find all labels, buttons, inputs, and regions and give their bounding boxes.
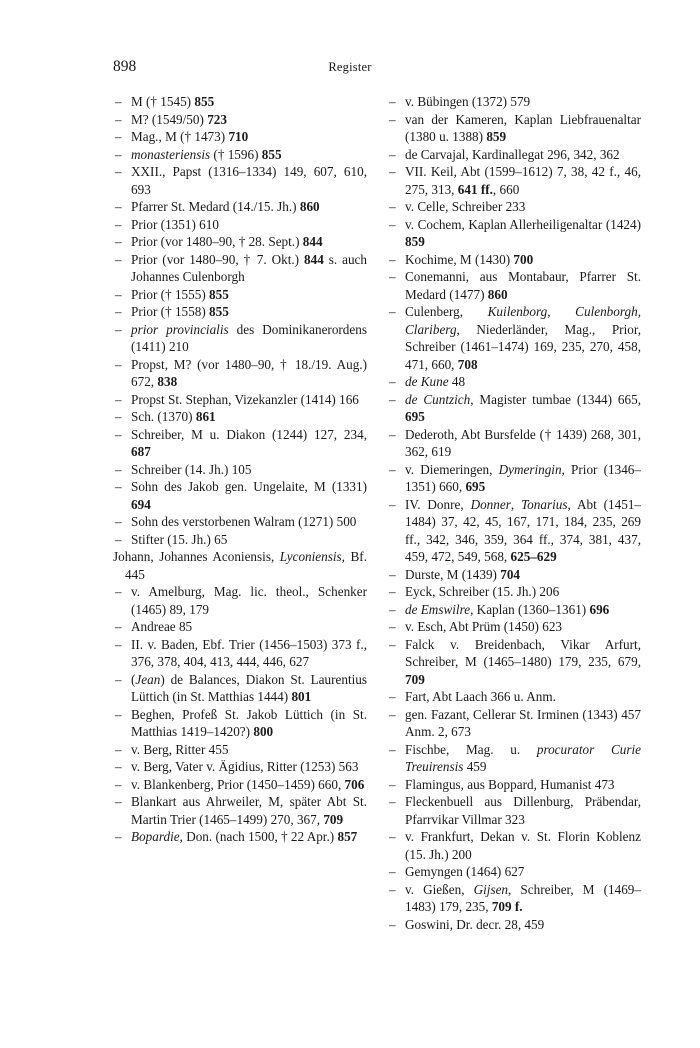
index-entry: – Propst St. Stephan, Vizekanzler (1414) 166 (113, 391, 367, 409)
index-entry: – Eyck, Schreiber (15. Jh.) 206 (387, 583, 641, 601)
index-entry: – Kochime, M (1430) 700 (387, 251, 641, 269)
index-entry: – v. Frankfurt, Dekan v. St. Florin Koblenz (15. Jh.) 200 (387, 828, 641, 863)
running-title: Register (328, 60, 372, 74)
index-entry: – gen. Fazant, Cellerar St. Irminen (1343) 457 Anm. 2, 673 (387, 706, 641, 741)
index-entry: – v. Celle, Schreiber 233 (387, 198, 641, 216)
index-entry: – Stifter (15. Jh.) 65 (113, 531, 367, 549)
index-headword-entry: Johann, Johannes Aconiensis, Lyconiensis, Bf. 445 (113, 549, 367, 582)
index-entry: – Durste, M (1439) 704 (387, 566, 641, 584)
index-entry: – Prior († 1558) 855 (113, 303, 367, 321)
index-entry: – Bopardie, Don. (nach 1500, † 22 Apr.) 857 (113, 828, 367, 846)
index-entry: – v. Amelburg, Mag. lic. theol., Schenker (1465) 89, 179 (113, 583, 367, 618)
index-entry: – Sohn des verstorbenen Walram (1271) 500 (113, 513, 367, 531)
index-entry: – v. Berg, Vater v. Ägidius, Ritter (1253) 563 (113, 758, 367, 776)
index-entry: – VII. Keil, Abt (1599–1612) 7, 38, 42 f., 46, 275, 313, 641 ff., 660 (387, 163, 641, 198)
index-entry: – v. Gießen, Gijsen, Schreiber, M (1469–1483) 179, 235, 709 f. (387, 881, 641, 916)
index-column-left (113, 93, 367, 846)
index-entry: – Prior (1351) 610 (113, 216, 367, 234)
index-entry: – de Carvajal, Kardinallegat 296, 342, 362 (387, 146, 641, 164)
index-entry: – de Kune 48 (387, 373, 641, 391)
index-entry: – Prior († 1555) 855 (113, 286, 367, 304)
index-entry: – Goswini, Dr. decr. 28, 459 (387, 916, 641, 934)
index-entry: – v. Diemeringen, Dymeringin, Prior (1346–1351) 660, 695 (387, 461, 641, 496)
index-entry: – II. v. Baden, Ebf. Trier (1456–1503) 373 f., 376, 378, 404, 413, 444, 446, 627 (113, 636, 367, 671)
index-entry: – Fischbe, Mag. u. procurator Curie Treuirensis 459 (387, 741, 641, 776)
index-entry: – prior provincialis des Dominikanerordens (1411) 210 (113, 321, 367, 356)
index-entry: – (Jean) de Balances, Diakon St. Laurentius Lüttich (in St. Matthias 1444) 801 (113, 671, 367, 706)
index-entry: – Prior (vor 1480–90, † 28. Sept.) 844 (113, 233, 367, 251)
index-entry: – Dederoth, Abt Bursfelde († 1439) 268, 301, 362, 619 (387, 426, 641, 461)
index-entry: – Flamingus, aus Boppard, Humanist 473 (387, 776, 641, 794)
index-column-right (387, 93, 641, 933)
index-entry: – M († 1545) 855 (113, 93, 367, 111)
index-entry: – Fart, Abt Laach 366 u. Anm. (387, 688, 641, 706)
index-entry: – Gemyngen (1464) 627 (387, 863, 641, 881)
index-entry: – Propst, M? (vor 1480–90, † 18./19. Aug.) 672, 838 (113, 356, 367, 391)
index-entry: – Schreiber (14. Jh.) 105 (113, 461, 367, 479)
index-entry: – Schreiber, M u. Diakon (1244) 127, 234, 687 (113, 426, 367, 461)
index-entry: – Culenberg, Kuilenborg, Culenborgh, Clariberg, Niederländer, Mag., Prior, Schreiber (1461–1474) 169, 235, 270, 458, 471, 660, 708 (387, 303, 641, 373)
index-entry: – Falck v. Breidenbach, Vikar Arfurt, Schreiber, M (1465–1480) 179, 235, 679, 709 (387, 636, 641, 689)
index-entry: – v. Blankenberg, Prior (1450–1459) 660, 706 (113, 776, 367, 794)
index-entry: – XXII., Papst (1316–1334) 149, 607, 610, 693 (113, 163, 367, 198)
index-entry: – Pfarrer St. Medard (14./15. Jh.) 860 (113, 198, 367, 216)
index-entry: – Mag., M († 1473) 710 (113, 128, 367, 146)
page-number: 898 (113, 58, 137, 75)
index-entry: – Andreae 85 (113, 618, 367, 636)
index-entry: – Sohn des Jakob gen. Ungelaite, M (1331) 694 (113, 478, 367, 513)
index-entry: – IV. Donre, Donner, Tonarius, Abt (1451–1484) 37, 42, 45, 167, 171, 184, 235, 269 ff., 342, 346, 359, 364 ff., 374, 381, 437, 459, 472, 549, 568, 625–629 (387, 496, 641, 566)
index-entry: – v. Bübingen (1372) 579 (387, 93, 641, 111)
index-entry: – de Cuntzich, Magister tumbae (1344) 665, 695 (387, 391, 641, 426)
index-entry: – Conemanni, aus Montabaur, Pfarrer St. Medard (1477) 860 (387, 268, 641, 303)
index-entry: – monasteriensis († 1596) 855 (113, 146, 367, 164)
index-entry: – v. Cochem, Kaplan Allerheiligenaltar (1424) 859 (387, 216, 641, 251)
index-entry: – Sch. (1370) 861 (113, 408, 367, 426)
index-entry: – de Emswilre, Kaplan (1360–1361) 696 (387, 601, 641, 619)
index-entry: – M? (1549/50) 723 (113, 111, 367, 129)
index-entry: – Prior (vor 1480–90, † 7. Okt.) 844 s. auch Johannes Culenborgh (113, 251, 367, 286)
index-entry: – Beghen, Profeß St. Jakob Lüttich (in St. Matthias 1419–1420?) 800 (113, 706, 367, 741)
index-entry: – v. Esch, Abt Prüm (1450) 623 (387, 618, 641, 636)
index-entry: – van der Kameren, Kaplan Liebfrauenaltar (1380 u. 1388) 859 (387, 111, 641, 146)
index-entry: – Blankart aus Ahrweiler, M, später Abt St. Martin Trier (1465–1499) 270, 367, 709 (113, 793, 367, 828)
index-entry: – v. Berg, Ritter 455 (113, 741, 367, 759)
index-entry: – Fleckenbuell aus Dillenburg, Präbendar, Pfarrvikar Villmar 323 (387, 793, 641, 828)
